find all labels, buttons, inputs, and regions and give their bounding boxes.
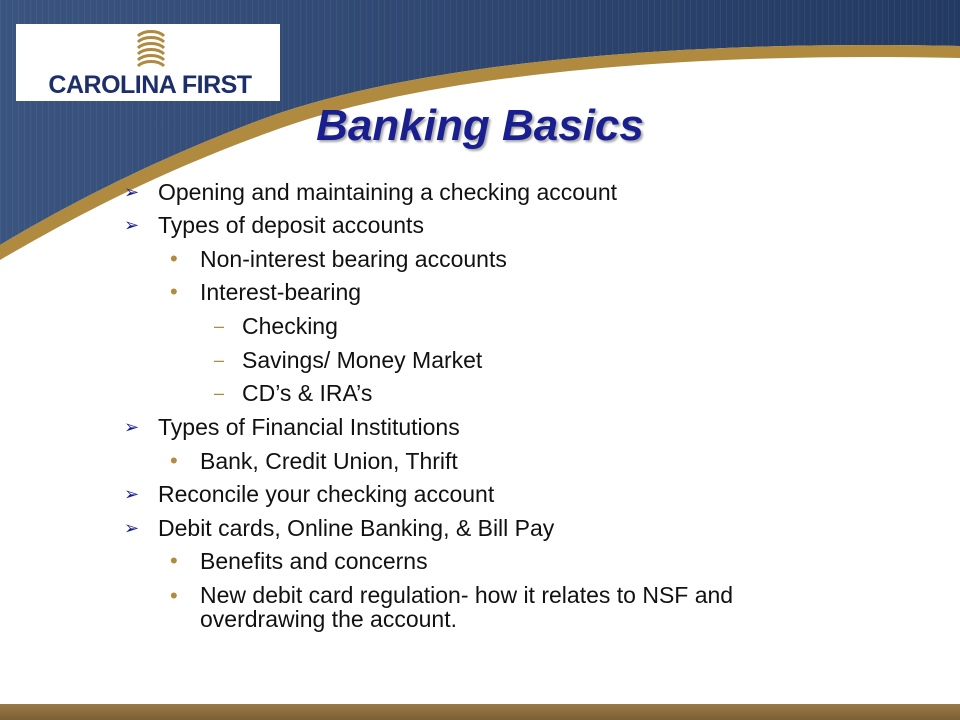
bullet-text: Types of Financial Institutions bbox=[158, 414, 460, 440]
bullet-text: CD’s & IRA’s bbox=[242, 380, 373, 406]
bullet-text: Types of deposit accounts bbox=[158, 212, 424, 238]
bullet-item bbox=[214, 313, 338, 339]
arrow-bullet-icon: ➢ bbox=[124, 518, 140, 538]
arrow-bullet-icon: ➢ bbox=[124, 215, 140, 235]
arrow-bullet-icon: ➢ bbox=[124, 417, 140, 437]
dash-bullet-icon: – bbox=[214, 350, 225, 370]
dot-bullet-icon: • bbox=[170, 583, 178, 608]
bullet-text: Opening and maintaining a checking account bbox=[158, 179, 618, 205]
arrow-bullet-icon: ➢ bbox=[124, 182, 140, 202]
bullet-text: Non-interest bearing accounts bbox=[200, 246, 507, 272]
dash-bullet-icon: – bbox=[214, 316, 225, 336]
bullet-item bbox=[124, 179, 618, 205]
bullet-item bbox=[170, 548, 428, 574]
dot-bullet-icon: • bbox=[170, 548, 178, 573]
bullet-text: Interest-bearing bbox=[200, 279, 362, 305]
bullet-item bbox=[124, 481, 495, 507]
bullet-item bbox=[214, 347, 483, 373]
slide-title: Banking Basics bbox=[316, 101, 644, 150]
dash-bullet-icon: – bbox=[214, 383, 225, 403]
bullet-text: Savings/ Money Market bbox=[242, 347, 483, 373]
bullet-item bbox=[170, 246, 507, 272]
bullet-text: Debit cards, Online Banking, & Bill Pay bbox=[158, 515, 555, 541]
bullet-text: New debit card regulation- how it relates to NSF and overdrawing the account. bbox=[200, 582, 734, 632]
bullet-text: Reconcile your checking account bbox=[158, 481, 495, 507]
bullet-text: Benefits and concerns bbox=[200, 548, 428, 574]
bullet-item bbox=[214, 380, 373, 406]
bullet-text: Checking bbox=[242, 313, 338, 339]
bullet-text: Bank, Credit Union, Thrift bbox=[200, 448, 458, 474]
bottom-gold-bar bbox=[0, 704, 960, 720]
bullet-item bbox=[170, 582, 840, 632]
bullet-item bbox=[124, 212, 424, 238]
dot-bullet-icon: • bbox=[170, 448, 178, 473]
dot-bullet-icon: • bbox=[170, 279, 178, 304]
dot-bullet-icon: • bbox=[170, 246, 178, 271]
bullet-item bbox=[124, 515, 555, 541]
arrow-bullet-icon: ➢ bbox=[124, 484, 140, 504]
bullet-item bbox=[124, 414, 460, 440]
bullet-item bbox=[170, 448, 458, 474]
bullet-item bbox=[170, 279, 362, 305]
logo-text: CAROLINA FIRST bbox=[48, 71, 252, 99]
